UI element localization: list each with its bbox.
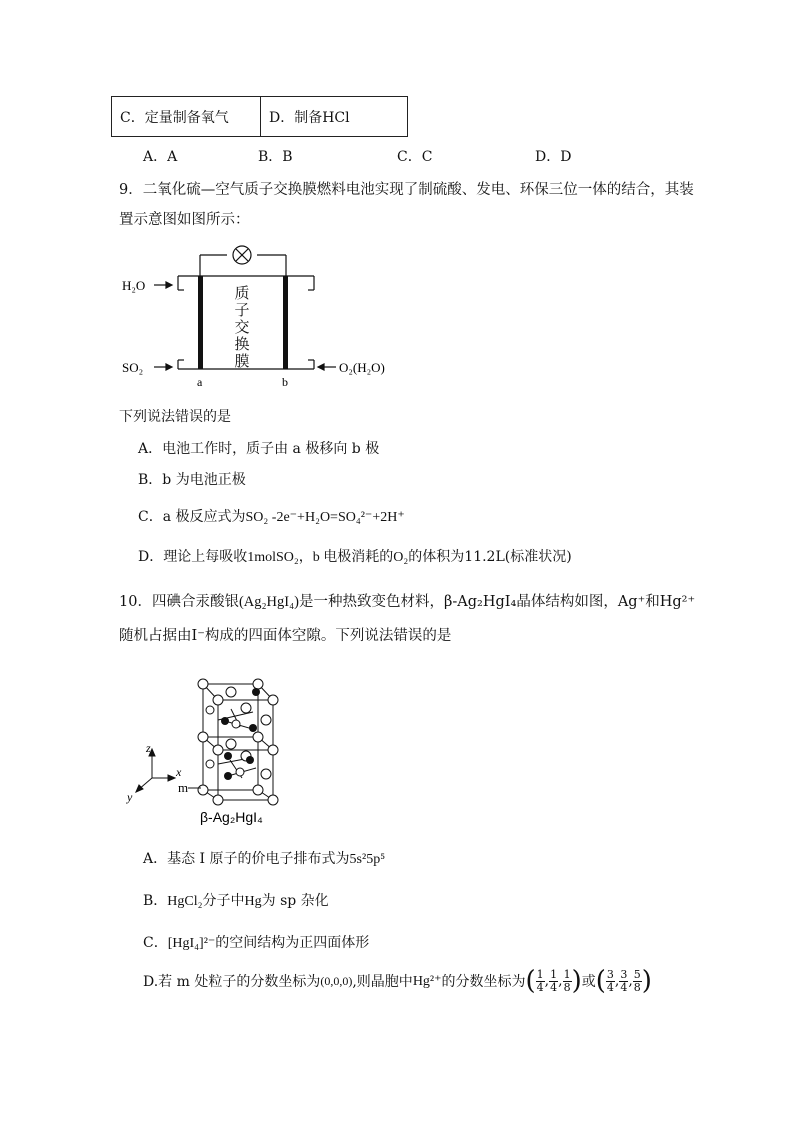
q9-stem-line1: 9．二氧化硫—空气质子交换膜燃料电池实现了制硫酸、发电、环保三位一体的结合，其装 bbox=[119, 182, 694, 198]
fuel-cell-diagram bbox=[118, 236, 408, 390]
label-b: b bbox=[282, 375, 288, 389]
axis-icon bbox=[136, 749, 175, 792]
q10-option-d: D.若 m 处粒子的分数坐标为 (0,0,0) ,则晶胞中 Hg²⁺ 的分数坐标为 ( $\frac{1}{4}$ , $\frac{1}{4}$ , $\frac{1}{8}$ ) 或 ( $\frac{3}{4}$ , $\frac{3}{4}$ , $\frac{5}{8}$ ) bbox=[143, 966, 652, 996]
reaction-formula: SO₂ -2e⁻+H₂O=SO₄²⁻+2H⁺ bbox=[245, 510, 405, 525]
choice-a: A．A bbox=[143, 149, 178, 165]
q10-option-a: A．基态 I 原子的价电子排布式为5s²5p⁵ bbox=[143, 851, 386, 867]
crystal-structure-diagram bbox=[118, 664, 298, 834]
diagram-caption: β-Ag₂HgI₄ bbox=[200, 809, 263, 825]
q9-stem-line2: 置示意图如图所示： bbox=[119, 212, 250, 228]
option-cell-c: C．定量制备氧气 bbox=[112, 97, 261, 136]
electrode-b bbox=[283, 276, 288, 369]
q9-prompt: 下列说法错误的是 bbox=[119, 409, 231, 425]
option-table bbox=[111, 96, 408, 137]
q9-option-d: D．理论上每吸收1molSO₂，b 电极消耗的O₂的体积为11.2L(标准状况) bbox=[138, 549, 572, 565]
label-m: m bbox=[178, 780, 189, 795]
option-cell-d: D．制备HCl bbox=[269, 109, 350, 126]
svg-text:交: 交 bbox=[234, 318, 250, 336]
membrane-label bbox=[234, 284, 249, 370]
svg-text:子: 子 bbox=[234, 301, 250, 319]
electrode-a bbox=[198, 276, 203, 369]
axis-z-label: z bbox=[146, 741, 151, 755]
label-so2: SO₂ bbox=[122, 360, 144, 375]
q10-stem-line1: 10．四碘合汞酸银(Ag₂HgI₄)是一种热致变色材料，β-Ag₂HgI₄晶体结构如图，Ag⁺和Hg²⁺ bbox=[119, 594, 696, 610]
iodide-ions bbox=[198, 679, 278, 805]
fraction-coordinate-2: ( $\frac{3}{4}$ , $\frac{3}{4}$ , $\frac{5}{8}$ ) bbox=[595, 966, 652, 996]
arrow-o2-icon bbox=[318, 364, 336, 370]
q9-option-a: A．电池工作时，质子由 a 极移向 b 极 bbox=[138, 441, 380, 457]
q10-stem-line2: 随机占据由I⁻构成的四面体空隙。下列说法错误的是 bbox=[119, 628, 452, 644]
arrow-so2-icon bbox=[154, 364, 172, 370]
choice-b: B．B bbox=[258, 149, 293, 165]
axis-y-label: y bbox=[127, 790, 133, 804]
svg-text:质: 质 bbox=[234, 284, 250, 302]
q9-option-b: B．b 为电池正极 bbox=[138, 472, 246, 488]
q10-option-c: C．[HgI₄]²⁻的空间结构为正四面体形 bbox=[143, 935, 370, 951]
q9-option-c: C．a 极反应式为SO₂ -2e⁻+H₂O=SO₄²⁻+2H⁺ bbox=[138, 509, 405, 525]
choice-d: D．D bbox=[535, 149, 572, 165]
choice-c: C．C bbox=[397, 149, 433, 165]
axis-x-label: x bbox=[176, 765, 182, 779]
arrow-h2o-icon bbox=[154, 282, 172, 288]
label-h2o: H₂O bbox=[122, 278, 146, 293]
svg-text:膜: 膜 bbox=[234, 352, 250, 370]
q10-option-b: B．HgCl₂分子中Hg为 sp 杂化 bbox=[143, 893, 329, 909]
lamp-icon bbox=[233, 246, 251, 264]
label-o2: O₂(H₂O) bbox=[339, 360, 385, 375]
svg-text:换: 换 bbox=[234, 335, 250, 353]
label-a: a bbox=[197, 375, 203, 389]
fraction-coordinate-1: ( $\frac{1}{4}$ , $\frac{1}{4}$ , $\frac{1}{8}$ ) bbox=[525, 966, 582, 996]
